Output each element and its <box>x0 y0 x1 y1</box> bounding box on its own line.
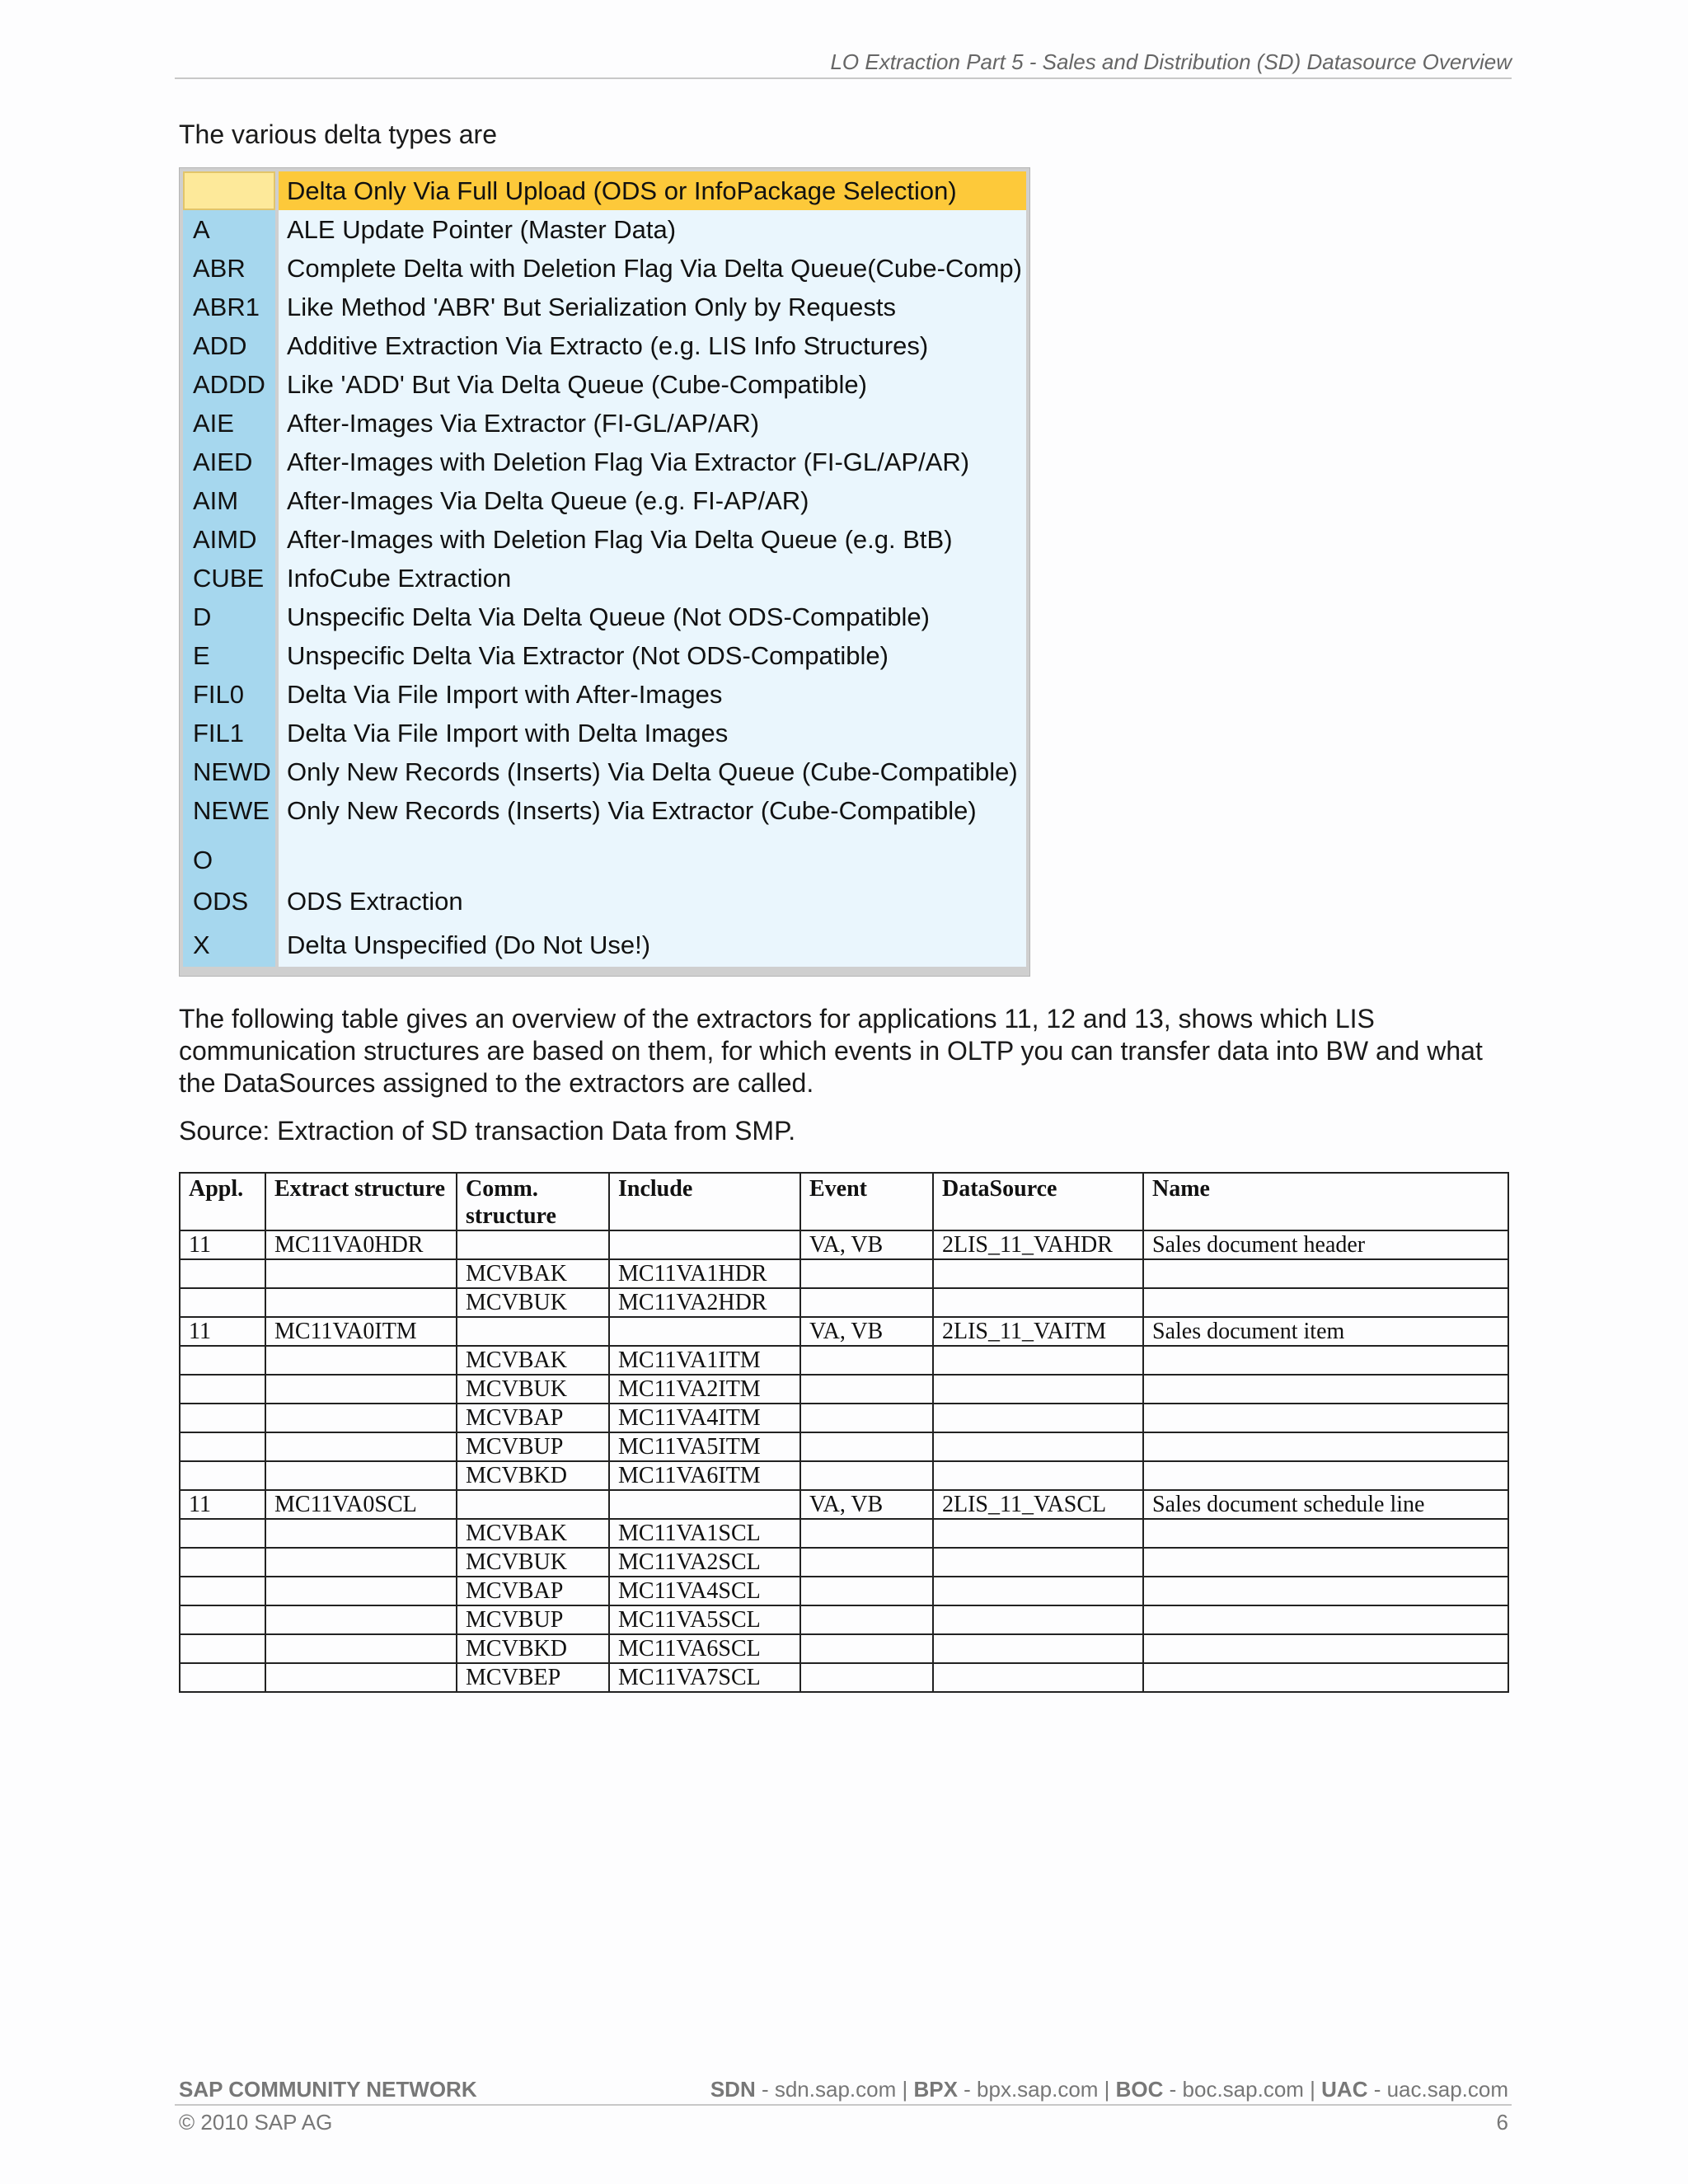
table-cell <box>265 1259 457 1288</box>
delta-type-row <box>183 404 1026 443</box>
table-row <box>180 1577 1508 1605</box>
table-cell <box>180 1461 265 1490</box>
table-cell: MCVBKD <box>457 1634 609 1663</box>
delta-type-row <box>183 675 1026 714</box>
table-cell: 2LIS_11_VASCL <box>933 1490 1143 1519</box>
table-cell <box>800 1519 933 1548</box>
delta-type-code <box>183 171 275 210</box>
table-cell <box>265 1404 457 1432</box>
delta-type-row <box>183 520 1026 559</box>
page-header <box>175 46 1512 79</box>
table-cell <box>265 1634 457 1663</box>
table-cell <box>265 1577 457 1605</box>
table-cell <box>180 1663 265 1692</box>
footer-link-label: BPX <box>913 2077 958 2102</box>
table-cell <box>800 1259 933 1288</box>
table-cell: 2LIS_11_VAITM <box>933 1317 1143 1346</box>
table-row <box>180 1432 1508 1461</box>
footer-divider <box>175 2104 1512 2106</box>
footer-link-dash: - <box>1367 2077 1387 2102</box>
table-cell <box>609 1490 800 1519</box>
footer-links <box>710 2077 1508 2102</box>
overview-paragraph: The following table gives an overview of the extractors for applications 11, 12 and 13, shows which LIS communication structures are based on them, for which events in OLTP you can transfer data into BW and what the DataSources assigned to the extractors are called. <box>179 1004 1483 1098</box>
footer-link-separator: | <box>1098 2077 1116 2102</box>
table-cell: MC11VA0SCL <box>265 1490 457 1519</box>
column-header: Name <box>1143 1173 1508 1230</box>
table-cell <box>265 1346 457 1375</box>
table-cell <box>933 1548 1143 1577</box>
table-cell: 11 <box>180 1317 265 1346</box>
delta-type-row <box>183 210 1026 249</box>
delta-type-row <box>183 326 1026 365</box>
table-cell: MC11VA6SCL <box>609 1634 800 1663</box>
table-cell <box>800 1346 933 1375</box>
table-cell <box>800 1548 933 1577</box>
table-row <box>180 1288 1508 1317</box>
delta-type-row <box>183 365 1026 404</box>
delta-type-code: AIED <box>183 443 275 481</box>
delta-type-description: Additive Extraction Via Extracto (e.g. LIS Info Structures) <box>279 326 1026 365</box>
footer-copyright: © 2010 SAP AG <box>179 2110 333 2135</box>
table-cell: Sales document schedule line <box>1143 1490 1508 1519</box>
table-cell <box>1143 1548 1508 1577</box>
table-cell: VA, VB <box>800 1317 933 1346</box>
table-cell <box>265 1519 457 1548</box>
table-cell <box>933 1375 1143 1404</box>
table-cell: MCVBAP <box>457 1404 609 1432</box>
table-cell <box>1143 1634 1508 1663</box>
delta-type-code: ABR1 <box>183 288 275 326</box>
delta-type-description: Complete Delta with Deletion Flag Via Delta Queue(Cube-Comp) <box>279 249 1026 288</box>
table-cell <box>1143 1461 1508 1490</box>
column-header: DataSource <box>933 1173 1143 1230</box>
table-cell <box>1143 1404 1508 1432</box>
table-row <box>180 1375 1508 1404</box>
delta-type-code: X <box>183 923 275 967</box>
table-row <box>180 1230 1508 1259</box>
table-cell <box>800 1288 933 1317</box>
table-cell <box>265 1432 457 1461</box>
delta-type-code: A <box>183 210 275 249</box>
delta-type-description: Unspecific Delta Via Extractor (Not ODS-Compatible) <box>279 636 1026 675</box>
table-cell: MC11VA1HDR <box>609 1259 800 1288</box>
table-cell: MCVBUK <box>457 1375 609 1404</box>
delta-type-description <box>279 830 1026 879</box>
delta-type-code: ADDD <box>183 365 275 404</box>
delta-type-description: Delta Unspecified (Do Not Use!) <box>279 923 1026 967</box>
table-cell <box>933 1288 1143 1317</box>
table-header-row <box>180 1173 1508 1230</box>
delta-type-code: ADD <box>183 326 275 365</box>
table-cell <box>180 1346 265 1375</box>
table-cell <box>800 1634 933 1663</box>
table-cell <box>933 1259 1143 1288</box>
delta-type-code: O <box>183 830 275 879</box>
delta-type-code: NEWD <box>183 752 275 791</box>
table-cell: 11 <box>180 1230 265 1259</box>
delta-type-code: AIMD <box>183 520 275 559</box>
table-cell <box>1143 1519 1508 1548</box>
table-cell: MC11VA7SCL <box>609 1663 800 1692</box>
table-cell <box>609 1317 800 1346</box>
table-row <box>180 1548 1508 1577</box>
table-cell <box>933 1634 1143 1663</box>
table-row <box>180 1519 1508 1548</box>
table-cell <box>180 1375 265 1404</box>
delta-type-row <box>183 791 1026 830</box>
table-cell: Sales document item <box>1143 1317 1508 1346</box>
table-cell <box>933 1663 1143 1692</box>
table-cell: MCVBUP <box>457 1605 609 1634</box>
delta-type-description: After-Images with Deletion Flag Via Extractor (FI-GL/AP/AR) <box>279 443 1026 481</box>
table-cell: MC11VA0ITM <box>265 1317 457 1346</box>
table-cell: MCVBAK <box>457 1519 609 1548</box>
table-cell <box>180 1577 265 1605</box>
delta-type-row <box>183 481 1026 520</box>
delta-type-description: Delta Via File Import with After-Images <box>279 675 1026 714</box>
delta-type-code: ODS <box>183 879 275 923</box>
table-row <box>180 1634 1508 1663</box>
table-row <box>180 1259 1508 1288</box>
table-cell <box>933 1577 1143 1605</box>
delta-type-description: Unspecific Delta Via Delta Queue (Not ODS-Compatible) <box>279 598 1026 636</box>
table-cell: MCVBEP <box>457 1663 609 1692</box>
delta-type-row <box>183 879 1026 923</box>
table-cell: MC11VA4ITM <box>609 1404 800 1432</box>
table-cell <box>933 1346 1143 1375</box>
table-cell <box>933 1519 1143 1548</box>
table-cell <box>457 1317 609 1346</box>
delta-type-row <box>183 923 1026 967</box>
table-cell <box>800 1432 933 1461</box>
table-cell: MCVBAK <box>457 1259 609 1288</box>
intro-text: The various delta types are <box>179 120 497 149</box>
table-cell: MC11VA2ITM <box>609 1375 800 1404</box>
table-cell: MC11VA6ITM <box>609 1461 800 1490</box>
table-cell <box>457 1490 609 1519</box>
delta-type-code: E <box>183 636 275 675</box>
table-cell: MCVBUK <box>457 1548 609 1577</box>
table-cell <box>265 1461 457 1490</box>
table-row <box>180 1663 1508 1692</box>
table-cell <box>800 1461 933 1490</box>
delta-type-code: NEWE <box>183 791 275 830</box>
table-cell: MC11VA5SCL <box>609 1605 800 1634</box>
delta-type-row <box>183 171 1026 210</box>
table-row <box>180 1317 1508 1346</box>
table-cell <box>800 1375 933 1404</box>
table-cell <box>1143 1577 1508 1605</box>
delta-type-row <box>183 249 1026 288</box>
table-cell <box>1143 1663 1508 1692</box>
column-header: Include <box>609 1173 800 1230</box>
footer-link-url[interactable]: bpx.sap.com <box>977 2077 1099 2102</box>
delta-type-code: D <box>183 598 275 636</box>
table-cell <box>1143 1259 1508 1288</box>
footer-link-dash: - <box>957 2077 978 2102</box>
table-cell: MC11VA1ITM <box>609 1346 800 1375</box>
delta-type-description: InfoCube Extraction <box>279 559 1026 598</box>
footer-link-url[interactable]: sdn.sap.com <box>774 2077 897 2102</box>
table-cell <box>800 1605 933 1634</box>
delta-type-description: After-Images Via Extractor (FI-GL/AP/AR) <box>279 404 1026 443</box>
delta-type-row <box>183 443 1026 481</box>
table-cell: MC11VA5ITM <box>609 1432 800 1461</box>
table-cell <box>1143 1605 1508 1634</box>
table-cell: VA, VB <box>800 1230 933 1259</box>
delta-type-code: FIL0 <box>183 675 275 714</box>
table-cell <box>180 1259 265 1288</box>
delta-type-description: Only New Records (Inserts) Via Delta Queue (Cube-Compatible) <box>279 752 1026 791</box>
footer-link-url[interactable]: uac.sap.com <box>1386 2077 1508 2102</box>
table-cell <box>265 1663 457 1692</box>
table-cell: MC11VA1SCL <box>609 1519 800 1548</box>
table-cell <box>265 1548 457 1577</box>
table-cell: MC11VA0HDR <box>265 1230 457 1259</box>
footer-link-dash: - <box>755 2077 775 2102</box>
table-cell: MCVBUK <box>457 1288 609 1317</box>
table-cell <box>180 1605 265 1634</box>
table-cell: Sales document header <box>1143 1230 1508 1259</box>
table-cell <box>180 1288 265 1317</box>
delta-type-code: AIM <box>183 481 275 520</box>
table-cell <box>800 1663 933 1692</box>
table-cell <box>265 1288 457 1317</box>
table-row <box>180 1404 1508 1432</box>
delta-type-row <box>183 636 1026 675</box>
delta-type-row <box>183 752 1026 791</box>
delta-type-row <box>183 598 1026 636</box>
footer-link-separator: | <box>1303 2077 1322 2102</box>
table-cell <box>265 1605 457 1634</box>
delta-type-row <box>183 288 1026 326</box>
delta-type-description: After-Images Via Delta Queue (e.g. FI-AP/AR) <box>279 481 1026 520</box>
table-cell: 2LIS_11_VAHDR <box>933 1230 1143 1259</box>
table-cell <box>609 1230 800 1259</box>
delta-type-code: ABR <box>183 249 275 288</box>
footer-link-label: SDN <box>710 2077 756 2102</box>
table-cell: MCVBAP <box>457 1577 609 1605</box>
delta-type-row <box>183 714 1026 752</box>
table-row <box>180 1605 1508 1634</box>
table-cell <box>1143 1346 1508 1375</box>
table-cell <box>933 1461 1143 1490</box>
delta-type-description: ODS Extraction <box>279 879 1026 923</box>
delta-type-description: Delta Only Via Full Upload (ODS or InfoPackage Selection) <box>279 171 1026 210</box>
table-cell: VA, VB <box>800 1490 933 1519</box>
table-cell <box>933 1432 1143 1461</box>
table-cell: MCVBUP <box>457 1432 609 1461</box>
table-cell <box>457 1230 609 1259</box>
table-cell <box>180 1404 265 1432</box>
delta-type-code: FIL1 <box>183 714 275 752</box>
delta-type-description: Delta Via File Import with Delta Images <box>279 714 1026 752</box>
table-cell <box>1143 1375 1508 1404</box>
table-cell <box>933 1605 1143 1634</box>
table-cell <box>1143 1432 1508 1461</box>
table-cell <box>180 1519 265 1548</box>
footer-link-label: BOC <box>1115 2077 1164 2102</box>
delta-type-code: AIE <box>183 404 275 443</box>
column-header: Event <box>800 1173 933 1230</box>
table-cell <box>180 1432 265 1461</box>
table-cell <box>1143 1288 1508 1317</box>
table-row <box>180 1490 1508 1519</box>
table-cell <box>800 1404 933 1432</box>
column-header: Extract structure <box>265 1173 457 1230</box>
delta-type-row <box>183 830 1026 879</box>
table-cell: MC11VA2HDR <box>609 1288 800 1317</box>
table-cell: MC11VA2SCL <box>609 1548 800 1577</box>
table-cell <box>180 1634 265 1663</box>
table-cell <box>265 1375 457 1404</box>
delta-type-description: ALE Update Pointer (Master Data) <box>279 210 1026 249</box>
column-header: Comm. structure <box>457 1173 609 1230</box>
table-cell <box>933 1404 1143 1432</box>
footer-link-url[interactable]: boc.sap.com <box>1182 2077 1304 2102</box>
delta-type-description: Like 'ADD' But Via Delta Queue (Cube-Compatible) <box>279 365 1026 404</box>
table-cell <box>180 1548 265 1577</box>
delta-type-description: Only New Records (Inserts) Via Extractor (Cube-Compatible) <box>279 791 1026 830</box>
delta-types-list <box>179 167 1030 977</box>
table-row <box>180 1461 1508 1490</box>
footer-link-label: UAC <box>1321 2077 1368 2102</box>
delta-type-description: Like Method 'ABR' But Serialization Only by Requests <box>279 288 1026 326</box>
table-cell <box>800 1577 933 1605</box>
table-cell: 11 <box>180 1490 265 1519</box>
footer-link-dash: - <box>1163 2077 1183 2102</box>
page-number: 6 <box>1496 2110 1508 2135</box>
delta-type-row <box>183 559 1026 598</box>
table-cell: MCVBKD <box>457 1461 609 1490</box>
extractor-table <box>179 1172 1509 1693</box>
delta-type-description: After-Images with Deletion Flag Via Delta Queue (e.g. BtB) <box>279 520 1026 559</box>
column-header: Appl. <box>180 1173 265 1230</box>
table-row <box>180 1346 1508 1375</box>
header-title: LO Extraction Part 5 - Sales and Distribution (SD) Datasource Overview <box>830 49 1512 74</box>
source-text: Source: Extraction of SD transaction Data from SMP. <box>179 1116 796 1146</box>
table-cell: MCVBAK <box>457 1346 609 1375</box>
footer-link-separator: | <box>896 2077 914 2102</box>
table-cell: MC11VA4SCL <box>609 1577 800 1605</box>
delta-type-code: CUBE <box>183 559 275 598</box>
footer-network-name: SAP COMMUNITY NETWORK <box>179 2077 477 2102</box>
